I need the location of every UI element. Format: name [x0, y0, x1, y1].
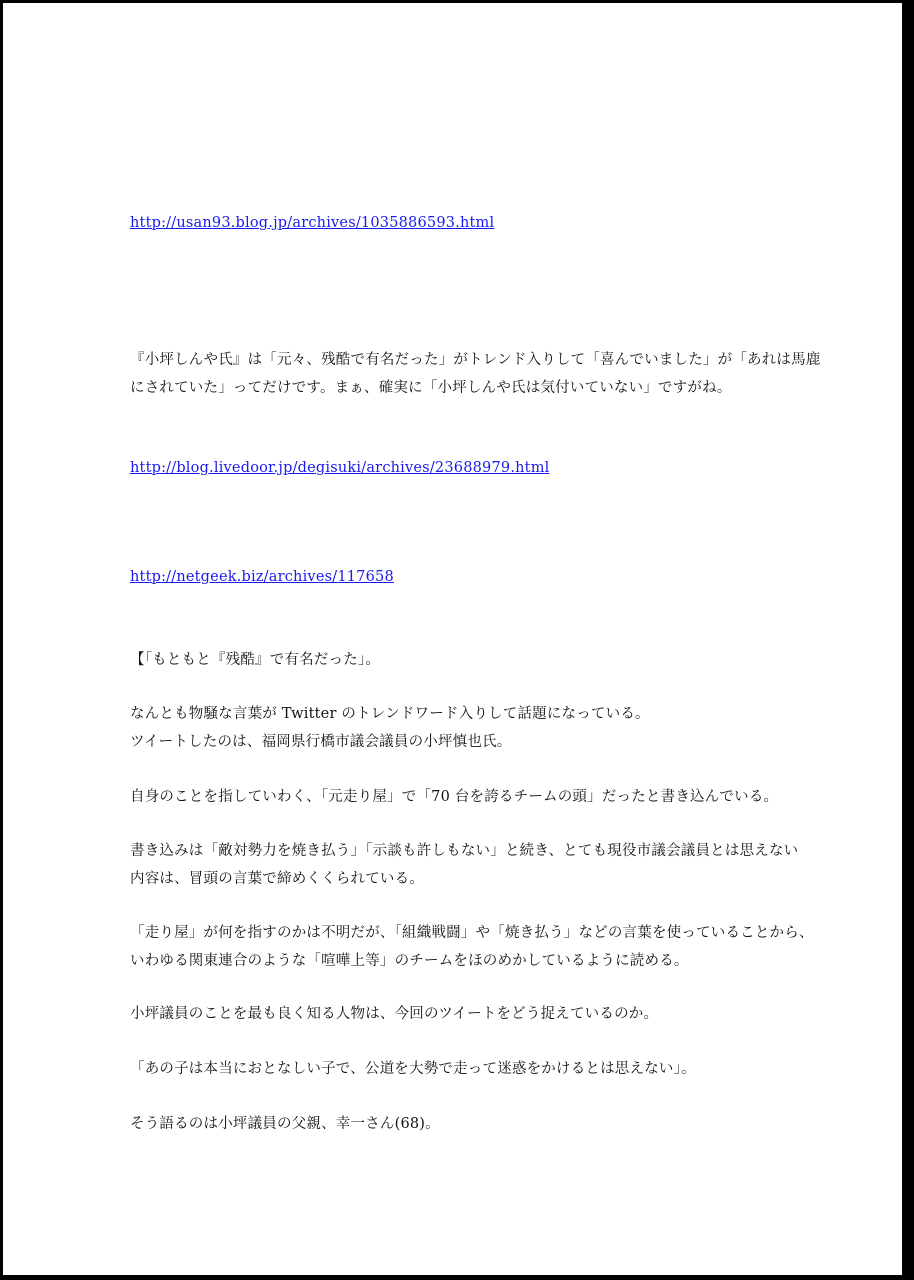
link-line-1 — [130, 213, 494, 233]
paragraph-3-line-1: なんとも物騒な言葉が Twitter のトレンドワード入りして話題になっている。 — [130, 706, 650, 722]
source-link-livedoor[interactable]: http://blog.livedoor.jp/degisuki/archives/23688979.html — [130, 460, 550, 476]
paragraph-1-line-2: にされていた」ってだけです。まぁ、確実に「小坪しんや氏は気付いていない」ですがね。 — [130, 380, 732, 396]
link-line-2 — [130, 458, 549, 478]
source-link-netgeek[interactable]: http://netgeek.biz/archives/117658 — [130, 569, 394, 585]
paragraph-2: 【「もともと『残酷』で有名だった」。 — [130, 652, 381, 668]
paragraph-4: 自身のことを指していわく、「元走り屋」で「70 台を誇るチームの頭」だったと書き込んでいる。 — [130, 789, 779, 805]
paragraph-6-line-2: いわゆる関東連合のような「喧嘩上等」のチームをほのめかしているように読める。 — [130, 953, 689, 969]
link-line-3 — [130, 567, 394, 587]
paragraph-7: 小坪議員のことを最も良く知る人物は、今回のツイートをどう捉えているのか。 — [130, 1006, 659, 1022]
paragraph-8: 「あの子は本当におとなしい子で、公道を大勢で走って迷惑をかけるとは思えない」。 — [130, 1061, 696, 1077]
document-page — [3, 3, 902, 1275]
paragraph-1-line-1: 『小坪しんや氏』は「元々、残酷で有名だった」がトレンド入りして「喜んでいました」が「あれは馬鹿 — [130, 352, 821, 368]
paragraph-5-line-2: 内容は、冒頭の言葉で締めくくられている。 — [130, 871, 424, 887]
paragraph-9: そう語るのは小坪議員の父親、幸一さん(68)。 — [130, 1116, 440, 1132]
source-link-usan93[interactable]: http://usan93.blog.jp/archives/1035886593.html — [130, 215, 495, 231]
paragraph-5-line-1: 書き込みは「敵対勢力を焼き払う」「示談も許しもない」と続き、とても現役市議会議員とは思えない — [130, 843, 799, 859]
paragraph-3-line-2: ツイートしたのは、福岡県行橋市議会議員の小坪慎也氏。 — [130, 734, 512, 750]
paragraph-6-line-1: 「走り屋」が何を指すのかは不明だが、「組織戦闘」や「焼き払う」などの言葉を使っていることから、 — [130, 925, 814, 941]
